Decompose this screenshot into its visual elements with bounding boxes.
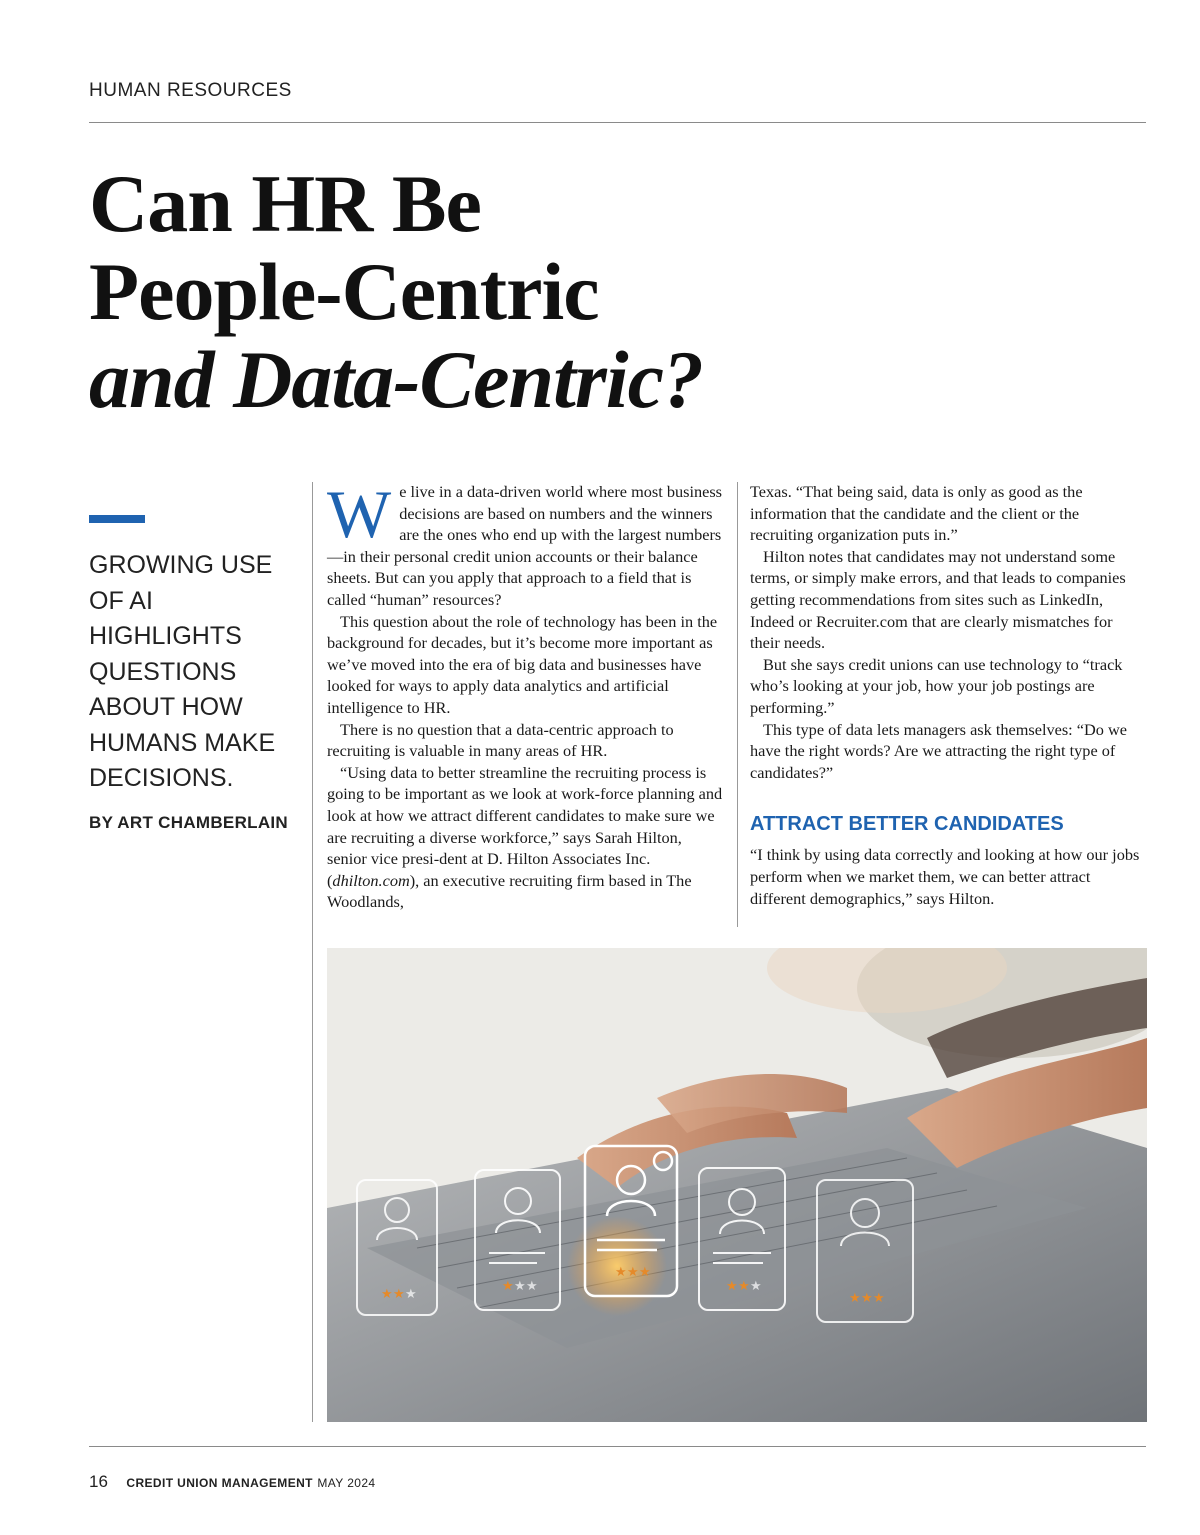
star-icon: ★ <box>861 1291 873 1306</box>
laptop-hands-illustration <box>327 948 1147 1422</box>
star-icon: ★ <box>615 1265 627 1280</box>
bottom-divider <box>89 1446 1146 1447</box>
star-icon: ★ <box>750 1279 762 1294</box>
star-icon: ★ <box>514 1279 526 1294</box>
star-icon: ★ <box>526 1279 538 1294</box>
section-label: HUMAN RESOURCES <box>89 80 292 101</box>
body-paragraph: This question about the role of technology has been in the background for decades, but it’s become more important as we’ve moved into the era of big data and businesses have looked for ways to apply data analytics and artificial intelligence to HR. <box>327 611 718 717</box>
accent-bar <box>89 515 145 523</box>
page-footer <box>89 1472 376 1492</box>
article-photo <box>327 948 1147 1422</box>
article-deck: GROWING USE OF AI HIGHLIGHTS QUESTIONS ABOUT HOW HUMANS MAKE DECISIONS. <box>89 551 276 792</box>
star-icon: ★ <box>726 1279 738 1294</box>
website-reference: dhilton.com <box>332 870 410 890</box>
star-icon: ★ <box>502 1279 514 1294</box>
star-icon: ★ <box>627 1265 639 1280</box>
star-icon: ★ <box>639 1265 651 1280</box>
body-paragraph: But she says credit unions can use technology to “track who’s looking at your job, how your job postings are performing.” <box>750 654 1123 717</box>
headline-line-3: and Data-Centric? <box>89 334 703 425</box>
section-subhead: ATTRACT BETTER CANDIDATES <box>750 813 1064 836</box>
page-number: 16 <box>89 1472 108 1491</box>
star-icon: ★ <box>738 1279 750 1294</box>
body-paragraph: We live in a data-driven world where most business decisions are based on numbers and the winners are the ones who end up with the largest numbers—in their personal credit union accounts or their balance sheets. But can you apply that approach to a field that is called “human” resources? <box>327 476 723 609</box>
article-headline <box>89 160 703 424</box>
star-icon: ★ <box>405 1287 417 1302</box>
publication-name: CREDIT UNION MANAGEMENT <box>126 1476 313 1490</box>
body-paragraph: This type of data lets managers ask themselves: “Do we have the right words? Are we attracting the right type of candidates?” <box>750 719 1127 782</box>
star-icon: ★ <box>393 1287 405 1302</box>
body-paragraph: “I think by using data correctly and looking at how our jobs perform when we market them, we can better attract different demographics,” says Hilton. <box>750 845 1140 908</box>
star-icon: ★ <box>849 1291 861 1306</box>
body-paragraph: Texas. “That being said, data is only as good as the information that the candidate and the client or the recruiting organization puts in.” <box>750 482 1083 545</box>
star-icon: ★ <box>381 1287 393 1302</box>
headline-line-2: People-Centric <box>89 246 599 337</box>
top-divider <box>89 122 1146 123</box>
byline: BY ART CHAMBERLAIN <box>89 813 289 832</box>
issue-date: MAY 2024 <box>317 1476 376 1490</box>
body-paragraph: There is no question that a data-centric approach to recruiting is valuable in many areas of HR. <box>327 719 674 761</box>
body-column-2 <box>750 481 1146 909</box>
drop-cap: W <box>327 476 392 552</box>
body-paragraph: “Using data to better streamline the recruiting process is going to be important as we look at work-force planning and look at how we attract different candidates to make sure we are recruiting a diverse workforce,” says Sarah Hilton, senior vice presi-dent at D. Hilton Associates Inc. (dhilton.com), an executive recruiting firm based in The Woodlands, <box>327 762 723 912</box>
body-paragraph: Hilton notes that candidates may not understand some terms, or simply make errors, and that leads to companies getting recommendations from sites such as LinkedIn, Indeed or Recruiter.com that are clearly mismatches for their needs. <box>750 546 1126 653</box>
headline-line-1: Can HR Be <box>89 158 481 249</box>
column-divider-left <box>312 482 313 1422</box>
column-divider-middle <box>737 482 738 927</box>
body-column-1 <box>327 476 723 913</box>
star-icon: ★ <box>873 1291 885 1306</box>
